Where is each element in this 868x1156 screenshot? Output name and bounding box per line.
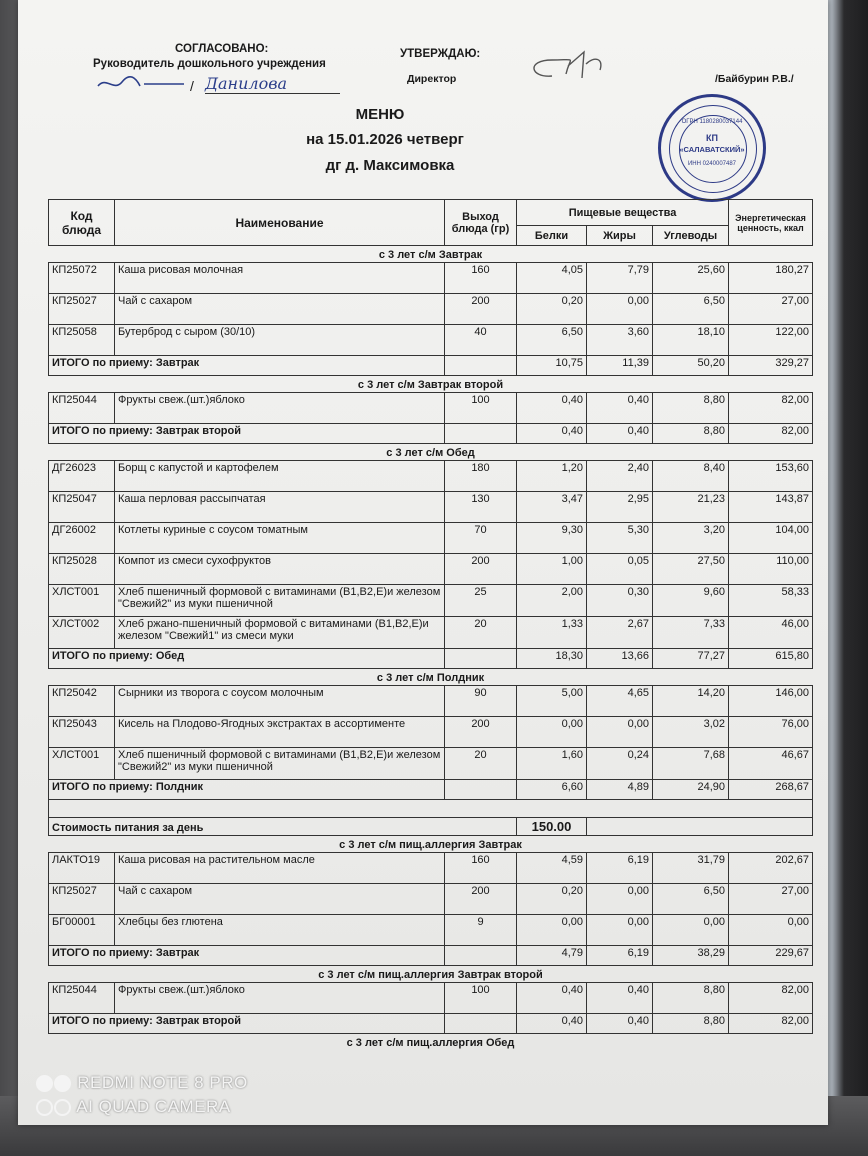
dish-protein: 0,40 — [517, 983, 587, 1014]
table-row — [49, 717, 813, 748]
dish-name: Каша рисовая на растительном масле — [115, 853, 445, 884]
dish-carbs: 3,20 — [653, 523, 729, 554]
dish-energy: 27,00 — [729, 884, 813, 915]
dish-protein: 1,00 — [517, 554, 587, 585]
dish-fat: 0,24 — [587, 748, 653, 780]
dish-protein: 0,00 — [517, 717, 587, 748]
dish-energy: 46,00 — [729, 617, 813, 649]
dish-protein: 0,00 — [517, 915, 587, 946]
dish-name: Фрукты свеж.(шт.)яблоко — [115, 393, 445, 424]
dish-fat: 0,00 — [587, 294, 653, 325]
section-title-row — [49, 1034, 813, 1051]
dish-fat: 5,30 — [587, 523, 653, 554]
cost-label: Стоимость питания за день — [49, 818, 517, 836]
dish-yield: 9 — [445, 915, 517, 946]
dish-yield: 20 — [445, 617, 517, 649]
dish-code: КП25058 — [49, 325, 115, 356]
dish-energy: 27,00 — [729, 294, 813, 325]
total-fat: 13,66 — [587, 649, 653, 669]
table-row — [49, 686, 813, 717]
table-row — [49, 617, 813, 649]
total-carbs: 50,20 — [653, 356, 729, 376]
dish-carbs: 7,68 — [653, 748, 729, 780]
section-title: с 3 лет с/м Завтрак — [378, 249, 483, 261]
dish-fat: 0,00 — [587, 717, 653, 748]
table-row — [49, 915, 813, 946]
dish-name: Хлебцы без глютена — [115, 915, 445, 946]
dish-protein: 0,20 — [517, 884, 587, 915]
camera-watermark — [36, 1073, 248, 1117]
dish-carbs: 25,60 — [653, 263, 729, 294]
section-title-row — [49, 444, 813, 461]
total-fat: 0,40 — [587, 1014, 653, 1034]
dish-code: ДГ26002 — [49, 523, 115, 554]
dish-yield: 130 — [445, 492, 517, 523]
dish-fat: 2,40 — [587, 461, 653, 492]
table-row — [49, 554, 813, 585]
total-carbs: 8,80 — [653, 424, 729, 444]
dish-energy: 58,33 — [729, 585, 813, 617]
total-empty — [445, 424, 517, 444]
dish-yield: 200 — [445, 554, 517, 585]
dish-yield: 20 — [445, 748, 517, 780]
col-nutrients-header: Пищевые вещества — [517, 200, 729, 226]
col-energy-header: Энергетическая ценность, ккал — [729, 200, 813, 246]
total-fat: 11,39 — [587, 356, 653, 376]
dish-yield: 100 — [445, 983, 517, 1014]
dish-code: БГ00001 — [49, 915, 115, 946]
dish-fat: 0,40 — [587, 983, 653, 1014]
total-protein: 18,30 — [517, 649, 587, 669]
total-carbs: 38,29 — [653, 946, 729, 966]
total-label: ИТОГО по приему: Полдник — [49, 780, 445, 800]
watermark-ring-icon — [54, 1099, 71, 1116]
dish-energy: 104,00 — [729, 523, 813, 554]
total-empty — [445, 946, 517, 966]
dish-yield: 200 — [445, 717, 517, 748]
total-label: ИТОГО по приему: Завтрак — [49, 946, 445, 966]
dish-code: КП25044 — [49, 983, 115, 1014]
total-energy: 329,27 — [729, 356, 813, 376]
dish-energy: 76,00 — [729, 717, 813, 748]
dish-protein: 2,00 — [517, 585, 587, 617]
dish-fat: 0,30 — [587, 585, 653, 617]
dish-protein: 6,50 — [517, 325, 587, 356]
dish-code: КП25028 — [49, 554, 115, 585]
dish-name: Каша перловая рассыпчатая — [115, 492, 445, 523]
dish-fat: 0,05 — [587, 554, 653, 585]
dish-name: Сырники из творога с соусом молочным — [115, 686, 445, 717]
section-title: с 3 лет с/м пищ.аллергия Завтрак — [339, 839, 522, 851]
total-carbs: 8,80 — [653, 1014, 729, 1034]
watermark-line1: REDMI NOTE 8 PRO — [77, 1073, 248, 1092]
dish-yield: 200 — [445, 884, 517, 915]
dish-energy: 0,00 — [729, 915, 813, 946]
dish-yield: 90 — [445, 686, 517, 717]
stamp-inn: ИНН 0240007487 — [687, 161, 736, 167]
dish-energy: 122,00 — [729, 325, 813, 356]
total-row — [49, 946, 813, 966]
dish-protein: 4,05 — [517, 263, 587, 294]
dish-yield: 160 — [445, 853, 517, 884]
total-label: ИТОГО по приему: Обед — [49, 649, 445, 669]
table-row — [49, 748, 813, 780]
section-title: с 3 лет с/м пищ.аллергия Обед — [346, 1037, 515, 1049]
dish-fat: 7,79 — [587, 263, 653, 294]
dish-protein: 4,59 — [517, 853, 587, 884]
dish-protein: 1,33 — [517, 617, 587, 649]
dish-code: КП25042 — [49, 686, 115, 717]
total-fat: 6,19 — [587, 946, 653, 966]
total-protein: 0,40 — [517, 1014, 587, 1034]
menu-title: МЕНЮ — [355, 106, 405, 123]
table-row — [49, 492, 813, 523]
table-row — [49, 523, 813, 554]
dish-name: Хлеб пшеничный формовой с витаминами (В1,В2,Е)и железом "Свежий2" из муки пшеничной — [115, 585, 445, 617]
table-row — [49, 983, 813, 1014]
dish-name: Чай с сахаром — [115, 884, 445, 915]
approve-label: УТВЕРЖДАЮ: — [400, 48, 481, 60]
dish-protein: 1,20 — [517, 461, 587, 492]
total-protein: 0,40 — [517, 424, 587, 444]
dish-energy: 153,60 — [729, 461, 813, 492]
stamp-line2: «САЛАВАТСКИЙ» — [679, 145, 745, 154]
dish-yield: 100 — [445, 393, 517, 424]
cost-row — [49, 818, 813, 836]
dish-name: Компот из смеси сухофруктов — [115, 554, 445, 585]
table-row — [49, 853, 813, 884]
dish-carbs: 8,40 — [653, 461, 729, 492]
table-row — [49, 884, 813, 915]
dish-yield: 25 — [445, 585, 517, 617]
total-energy: 82,00 — [729, 1014, 813, 1034]
dish-fat: 4,65 — [587, 686, 653, 717]
dish-yield: 40 — [445, 325, 517, 356]
dish-code: КП25047 — [49, 492, 115, 523]
agreed-signature — [96, 72, 186, 98]
dish-carbs: 18,10 — [653, 325, 729, 356]
dish-energy: 110,00 — [729, 554, 813, 585]
director-signature — [522, 46, 612, 88]
section-title: с 3 лет с/м Завтрак второй — [357, 379, 504, 391]
col-code-header: Код блюда — [49, 200, 115, 246]
dish-code: КП25044 — [49, 393, 115, 424]
total-fat: 4,89 — [587, 780, 653, 800]
section-title-row — [49, 246, 813, 263]
watermark-dot-icon — [54, 1075, 71, 1092]
total-row — [49, 1014, 813, 1034]
dish-fat: 0,00 — [587, 884, 653, 915]
section-title: с 3 лет с/м Обед — [386, 447, 475, 459]
dish-energy: 82,00 — [729, 393, 813, 424]
dish-protein: 3,47 — [517, 492, 587, 523]
dish-fat: 2,95 — [587, 492, 653, 523]
dish-name: Котлеты куриные с соусом томатным — [115, 523, 445, 554]
agreed-role: Руководитель дошкольного учреждения — [93, 58, 326, 70]
dish-carbs: 8,80 — [653, 393, 729, 424]
dish-fat: 0,00 — [587, 915, 653, 946]
section-title-row — [49, 376, 813, 393]
director-name: /Байбурин Р.В./ — [715, 73, 794, 85]
stamp-ogrn: ОГРН 1180280037144 — [681, 119, 743, 125]
dish-code: КП25027 — [49, 884, 115, 915]
cost-spacer-row — [49, 800, 813, 818]
dish-carbs: 7,33 — [653, 617, 729, 649]
dish-carbs: 6,50 — [653, 294, 729, 325]
section-title-row — [49, 966, 813, 983]
dish-name: Кисель на Плодово-Ягодных экстрактах в ассортименте — [115, 717, 445, 748]
total-row — [49, 356, 813, 376]
dish-carbs: 21,23 — [653, 492, 729, 523]
total-row — [49, 649, 813, 669]
total-empty — [445, 1014, 517, 1034]
col-protein-header: Белки — [517, 226, 587, 246]
stamp-line1: КП — [706, 133, 718, 143]
total-label: ИТОГО по приему: Завтрак — [49, 356, 445, 376]
table-row — [49, 393, 813, 424]
dish-carbs: 8,80 — [653, 983, 729, 1014]
agreed-slash: / — [190, 78, 194, 94]
dish-protein: 1,60 — [517, 748, 587, 780]
total-energy: 615,80 — [729, 649, 813, 669]
cost-value: 150.00 — [517, 818, 587, 836]
section-title-row — [49, 836, 813, 853]
dish-code: КП25027 — [49, 294, 115, 325]
total-fat: 0,40 — [587, 424, 653, 444]
total-row — [49, 780, 813, 800]
col-name-header: Наименование — [115, 200, 445, 246]
watermark-ring-icon — [36, 1099, 53, 1116]
agreed-label: СОГЛАСОВАНО: — [175, 43, 269, 55]
dish-carbs: 0,00 — [653, 915, 729, 946]
dish-code: ЛАКТО19 — [49, 853, 115, 884]
watermark-line2: AI QUAD CAMERA — [76, 1097, 231, 1116]
dish-carbs: 31,79 — [653, 853, 729, 884]
dish-yield: 70 — [445, 523, 517, 554]
dish-code: ДГ26023 — [49, 461, 115, 492]
table-row — [49, 325, 813, 356]
total-protein: 6,60 — [517, 780, 587, 800]
dish-energy: 202,67 — [729, 853, 813, 884]
dish-protein: 0,20 — [517, 294, 587, 325]
total-label: ИТОГО по приему: Завтрак второй — [49, 1014, 445, 1034]
total-empty — [445, 780, 517, 800]
dish-yield: 200 — [445, 294, 517, 325]
dish-code: КП25072 — [49, 263, 115, 294]
dish-energy: 82,00 — [729, 983, 813, 1014]
dish-carbs: 9,60 — [653, 585, 729, 617]
menu-date: на 15.01.2026 четверг — [306, 131, 464, 148]
dish-name: Хлеб ржано-пшеничный формовой с витаминами (В1,В2,Е)и железом "Свежий1" из смеси муки — [115, 617, 445, 649]
dish-name: Фрукты свеж.(шт.)яблоко — [115, 983, 445, 1014]
total-label: ИТОГО по приему: Завтрак второй — [49, 424, 445, 444]
total-energy: 229,67 — [729, 946, 813, 966]
dish-name: Хлеб пшеничный формовой с витаминами (В1,В2,Е)и железом "Свежий2" из муки пшеничной — [115, 748, 445, 780]
dish-name: Чай с сахаром — [115, 294, 445, 325]
table-row — [49, 461, 813, 492]
col-yield-header: Выход блюда (гр) — [445, 200, 517, 246]
dish-yield: 160 — [445, 263, 517, 294]
total-empty — [445, 649, 517, 669]
dish-fat: 2,67 — [587, 617, 653, 649]
menu-table — [48, 199, 813, 1050]
dish-fat: 6,19 — [587, 853, 653, 884]
dish-protein: 0,40 — [517, 393, 587, 424]
total-energy: 268,67 — [729, 780, 813, 800]
table-row — [49, 585, 813, 617]
dish-yield: 180 — [445, 461, 517, 492]
dish-energy: 180,27 — [729, 263, 813, 294]
total-carbs: 24,90 — [653, 780, 729, 800]
col-fat-header: Жиры — [587, 226, 653, 246]
dish-protein: 9,30 — [517, 523, 587, 554]
dish-energy: 143,87 — [729, 492, 813, 523]
director-label: Директор — [407, 73, 457, 85]
total-empty — [445, 356, 517, 376]
table-row — [49, 294, 813, 325]
dish-carbs: 6,50 — [653, 884, 729, 915]
total-row — [49, 424, 813, 444]
dish-fat: 3,60 — [587, 325, 653, 356]
total-energy: 82,00 — [729, 424, 813, 444]
dish-name: Каша рисовая молочная — [115, 263, 445, 294]
dish-code: ХЛСТ001 — [49, 585, 115, 617]
dish-code: КП25043 — [49, 717, 115, 748]
table-row — [49, 263, 813, 294]
organization-stamp — [658, 94, 766, 202]
dish-protein: 5,00 — [517, 686, 587, 717]
total-protein: 4,79 — [517, 946, 587, 966]
dish-fat: 0,40 — [587, 393, 653, 424]
dish-carbs: 27,50 — [653, 554, 729, 585]
dish-carbs: 3,02 — [653, 717, 729, 748]
watermark-dot-icon — [36, 1075, 53, 1092]
dish-energy: 46,67 — [729, 748, 813, 780]
total-carbs: 77,27 — [653, 649, 729, 669]
dish-carbs: 14,20 — [653, 686, 729, 717]
dish-code: ХЛСТ001 — [49, 748, 115, 780]
agreed-sign-name: Данилова — [205, 74, 340, 94]
section-title-row — [49, 669, 813, 686]
dish-code: ХЛСТ002 — [49, 617, 115, 649]
col-carbs-header: Углеводы — [653, 226, 729, 246]
dish-name: Борщ с капустой и картофелем — [115, 461, 445, 492]
total-protein: 10,75 — [517, 356, 587, 376]
dish-name: Бутерброд с сыром (30/10) — [115, 325, 445, 356]
section-title: с 3 лет с/м Полдник — [376, 672, 485, 684]
dish-energy: 146,00 — [729, 686, 813, 717]
menu-place: дг д. Максимовка — [325, 157, 455, 174]
section-title: с 3 лет с/м пищ.аллергия Завтрак второй — [318, 969, 543, 981]
